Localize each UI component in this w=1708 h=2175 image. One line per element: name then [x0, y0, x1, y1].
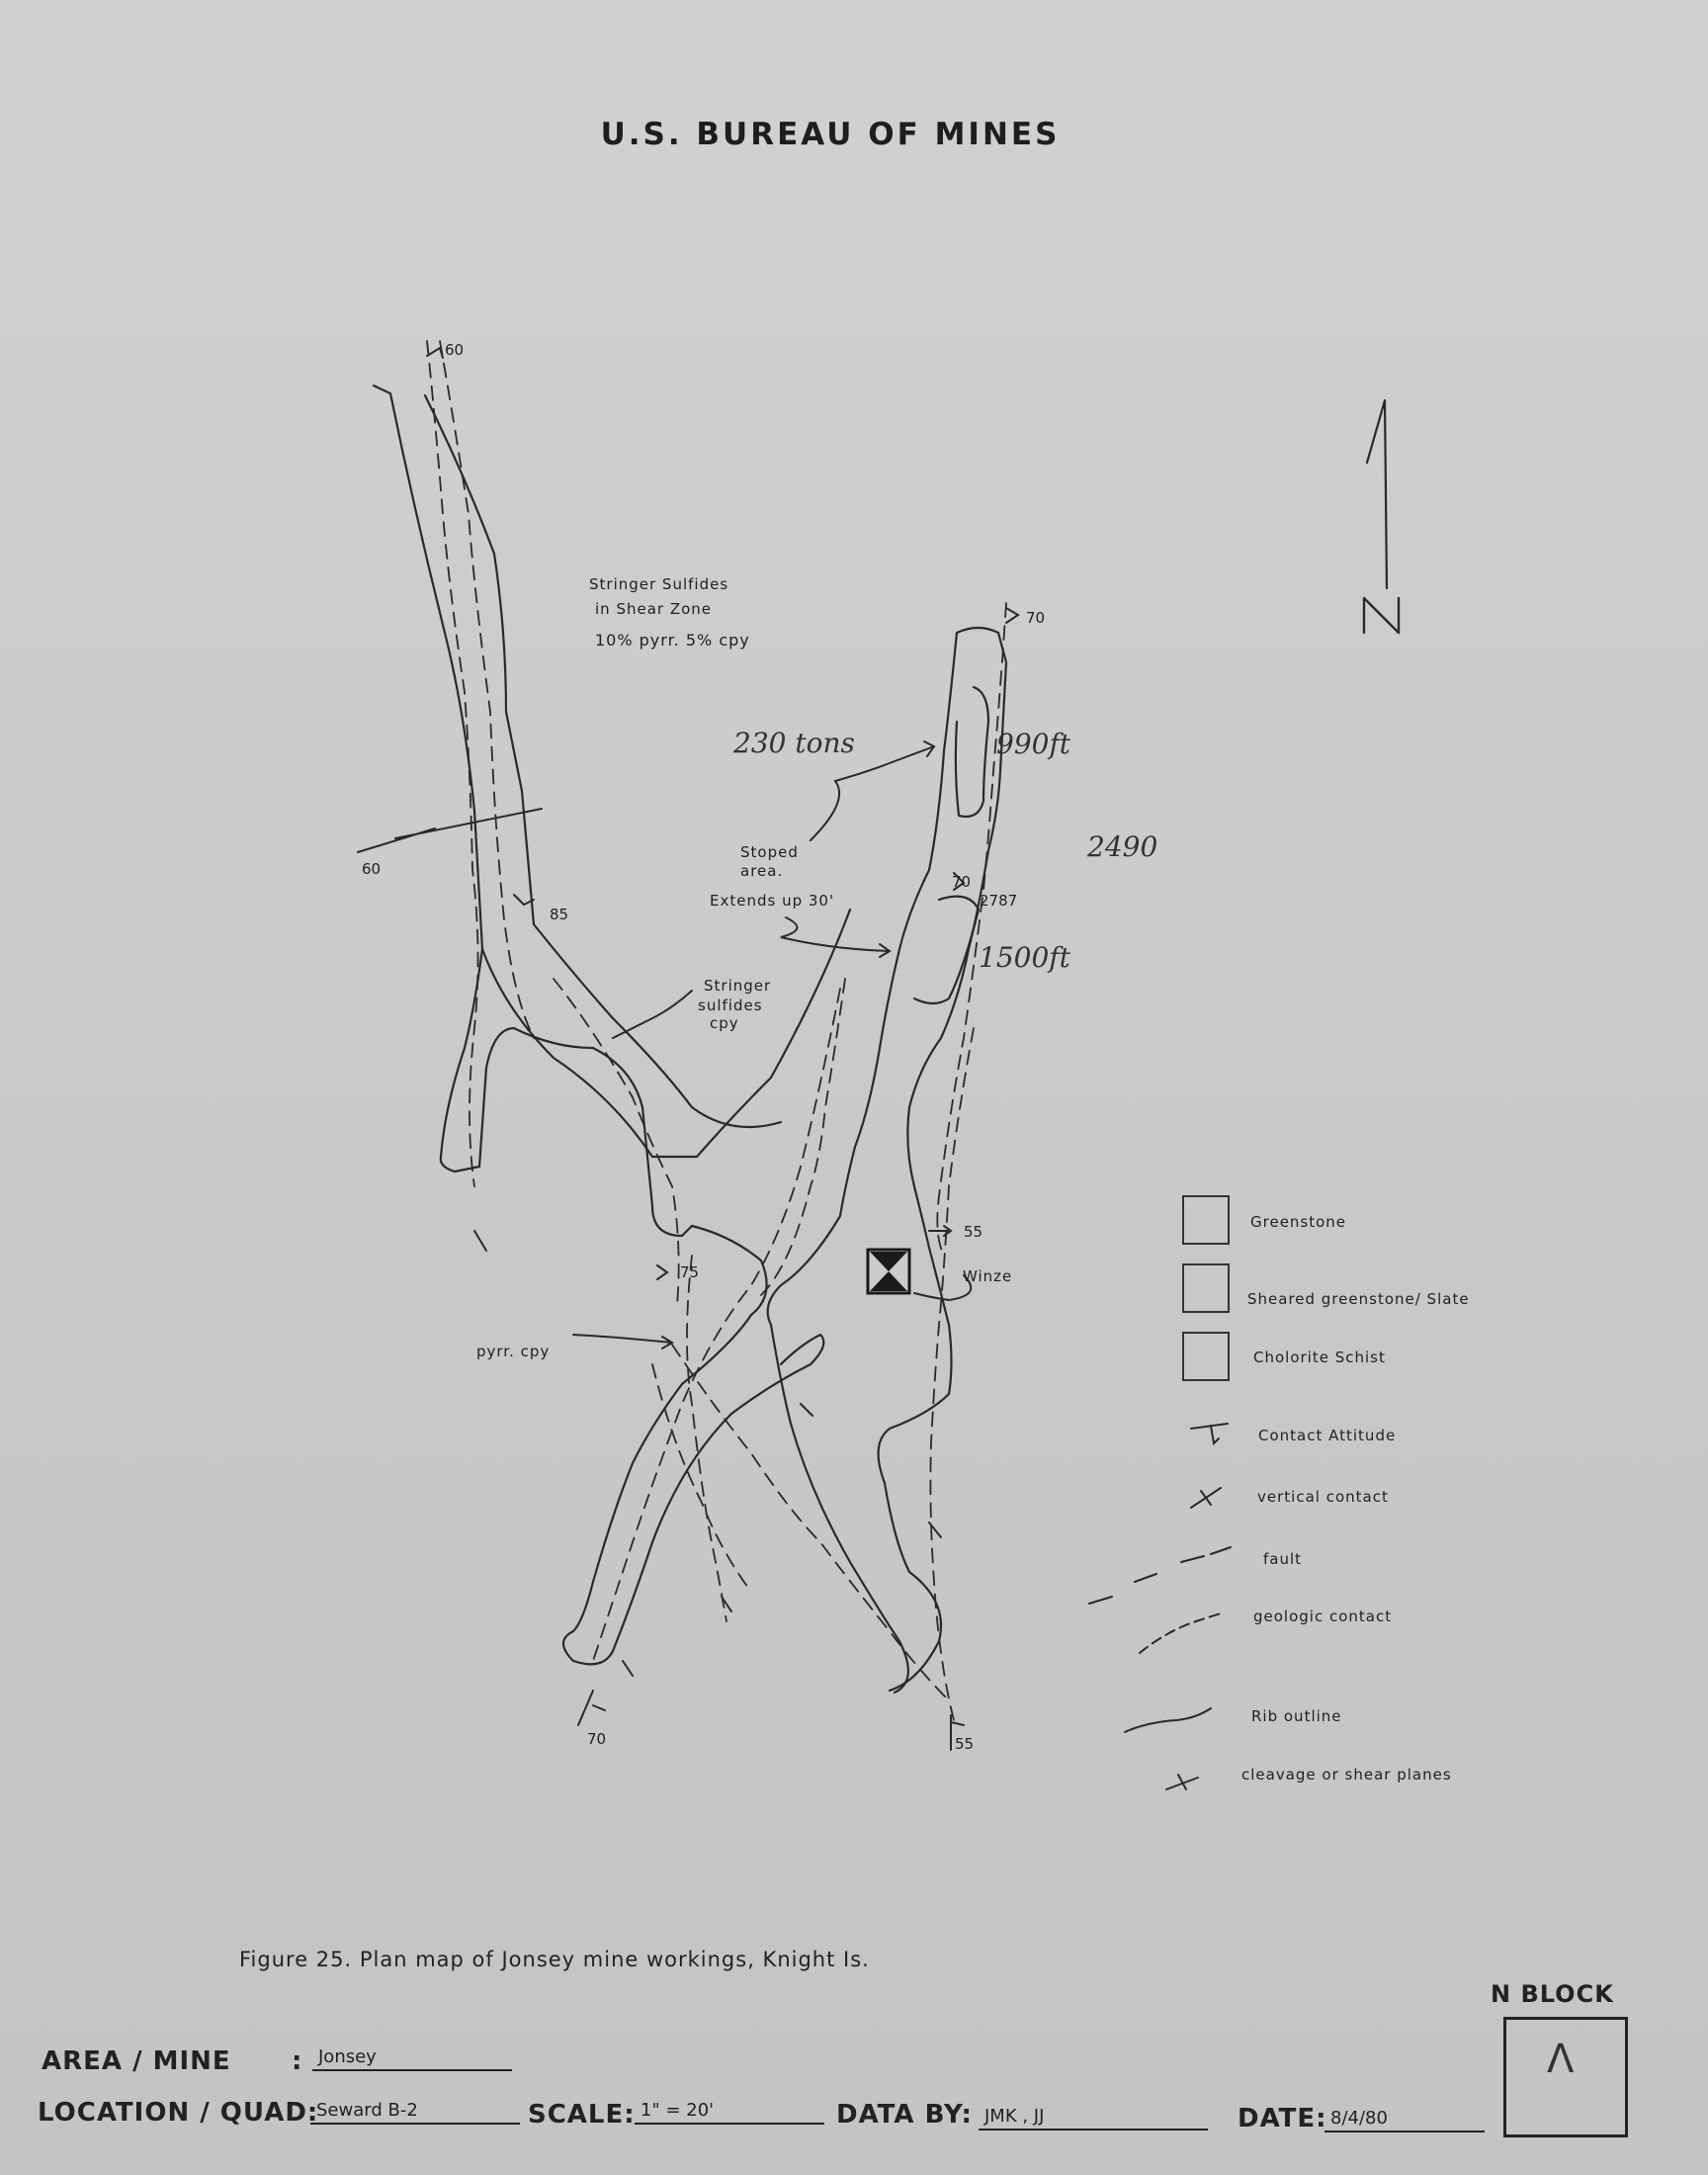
note-winze: Winze	[963, 1267, 1013, 1285]
date-value: 8/4/80	[1324, 2108, 1485, 2132]
handwritten-tons: 230 tons	[733, 727, 855, 759]
attitude-label: 55	[955, 1735, 975, 1753]
fault-line-west	[427, 341, 478, 1186]
attitude-tick-70-bot	[578, 1691, 605, 1725]
attitude-label: 70	[1026, 609, 1046, 627]
attitude-label: 60	[362, 860, 382, 878]
area-mine-label: AREA / MINE	[42, 2046, 231, 2076]
attitude-label: 55	[964, 1223, 983, 1241]
attitude-label: 75	[680, 1263, 700, 1281]
legend-contact-attitude-icon	[1191, 1424, 1228, 1443]
stope-outline-upper	[956, 687, 988, 817]
handwritten-990ft: 990ft	[996, 728, 1071, 760]
scale-label: SCALE:	[528, 2100, 636, 2130]
location-quad-value: Seward B-2	[310, 2100, 520, 2125]
data-by-value: JMK , JJ	[979, 2106, 1208, 2131]
legend-greenstone-swatch	[1182, 1195, 1230, 1245]
legend-cleavage-label: cleavage or shear planes	[1241, 1766, 1452, 1784]
scale-value: 1" = 20'	[635, 2100, 824, 2125]
note-grade: 10% pyrr. 5% cpy	[595, 631, 750, 650]
legend-schist-swatch	[1182, 1332, 1230, 1381]
legend-schist-label: Cholorite Schist	[1253, 1348, 1386, 1366]
legend-sheared-swatch	[1182, 1263, 1230, 1313]
legend-geologic-contact-label: geologic contact	[1253, 1608, 1393, 1625]
attitude-label: 2787	[980, 892, 1018, 910]
attitude-label: 70	[587, 1730, 607, 1748]
fault-line-west-2	[440, 341, 534, 1038]
legend-cleavage-icon	[1166, 1775, 1198, 1789]
east-drift-rib	[879, 628, 1006, 1691]
fault-line-cross-2	[652, 1364, 751, 1592]
attitude-tick-70-top	[1006, 608, 1018, 623]
fault-line-center	[761, 979, 845, 1295]
legend-vertical-contact-label: vertical contact	[1257, 1488, 1389, 1506]
legend-rib-outline-label: Rib outline	[1251, 1707, 1342, 1725]
note-stringer-sulfides: Stringer Sulfides	[589, 575, 729, 593]
contact-line-center	[554, 979, 679, 1305]
winze-icon	[868, 1250, 909, 1293]
note-stoped: Stoped	[740, 843, 799, 861]
attitude-label: 60	[445, 341, 465, 359]
legend-rib-outline-icon	[1125, 1708, 1211, 1732]
data-by-label: DATA BY:	[836, 2100, 973, 2130]
note-shear-zone: in Shear Zone	[595, 600, 713, 618]
east-drift-left-rib	[768, 633, 957, 1693]
legend-vertical-contact-icon	[1191, 1488, 1221, 1508]
page-title: U.S. BUREAU OF MINES	[600, 117, 1061, 152]
legend-contact-attitude-label: Contact Attitude	[1258, 1427, 1397, 1444]
shear-plane-mark	[358, 809, 542, 852]
handwritten-2490: 2490	[1087, 830, 1158, 863]
note-stoped-area: area.	[740, 862, 784, 880]
legend-fault-icon	[1089, 1547, 1231, 1604]
note-extends: Extends up 30'	[710, 892, 835, 910]
central-crosscut-rib	[563, 1226, 823, 1664]
leader-arrow-extends	[781, 917, 890, 957]
legend-greenstone-label: Greenstone	[1250, 1213, 1347, 1231]
nblock-title: N BLOCK	[1491, 1980, 1614, 2008]
note-stringer2: Stringer	[704, 977, 772, 995]
note-stringer2-cpy: cpy	[710, 1014, 739, 1032]
note-stringer2-sulfides: sulfides	[698, 997, 763, 1014]
legend-fault-label: fault	[1263, 1550, 1303, 1568]
note-pyrr-cpy: pyrr. cpy	[476, 1343, 551, 1360]
contact-line-east	[937, 603, 1006, 1256]
west-drift-rib	[374, 386, 850, 1157]
legend-sheared-label: Sheared greenstone/ Slate	[1247, 1290, 1470, 1308]
attitude-label: 70	[952, 873, 972, 891]
location-quad-label: LOCATION / QUAD:	[38, 2098, 319, 2128]
fault-line-sw	[687, 1256, 726, 1621]
north-letter-icon	[1364, 598, 1399, 633]
attitude-label: 85	[550, 906, 569, 923]
legend-geologic-contact-icon	[1140, 1613, 1221, 1653]
west-drift-left-rib	[441, 949, 692, 1236]
north-arrow-icon	[1367, 400, 1387, 588]
fault-line-center-2	[593, 989, 840, 1661]
attitude-tick-top	[427, 348, 443, 358]
figure-caption: Figure 25. Plan map of Jonsey mine workings, Knight Is.	[239, 1948, 870, 1971]
attitude-tick-55	[929, 1226, 951, 1236]
date-label: DATE:	[1238, 2104, 1327, 2133]
handwritten-1500ft: 1500ft	[979, 941, 1070, 974]
area-mine-value: Jonsey	[312, 2046, 512, 2071]
attitude-tick-75	[657, 1265, 667, 1279]
area-mine-colon: :	[292, 2046, 303, 2076]
nblock-north-icon: Λ	[1547, 2037, 1575, 2082]
leader-arrow-pyrr	[573, 1335, 672, 1348]
fault-line-cross	[672, 1345, 949, 1700]
